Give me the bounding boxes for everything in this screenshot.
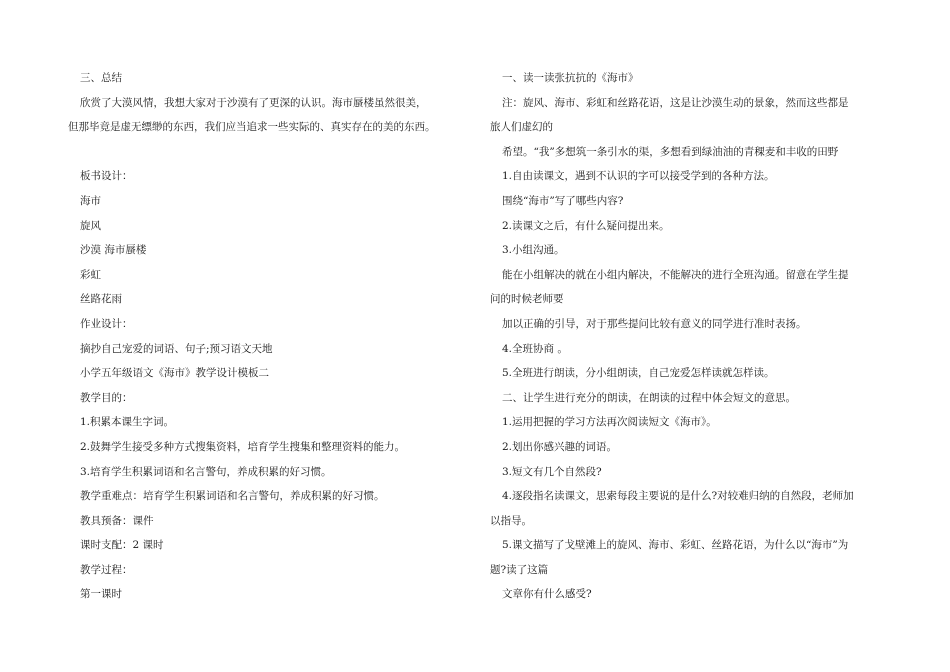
objective-item: 3.培育学生积累词语和名言警句，养成积累的好习惯。 bbox=[80, 465, 332, 478]
left-column bbox=[68, 66, 468, 607]
first-lesson-heading: 第一课时 bbox=[80, 588, 122, 601]
teaching-aids: 教具预备：课件 bbox=[80, 514, 154, 527]
board-item: 沙漠 海市蜃楼 bbox=[80, 244, 147, 257]
paragraph-line: 题?读了这篇 bbox=[490, 563, 549, 576]
step-item: 5.课文描写了戈壁滩上的旋风、海市、彩虹、丝路花语，为什么以“海市”为 bbox=[502, 539, 849, 552]
section-heading-read: 一、读一读张抗抗的《海市》 bbox=[502, 72, 639, 84]
paragraph-line: 文章你有什么感受? bbox=[502, 588, 592, 601]
class-hours: 课时支配：2 课时 bbox=[80, 539, 164, 552]
objective-item: 1.积累本课生字词。 bbox=[80, 416, 175, 429]
step-item: 1.运用把握的学习方法再次阅读短文《海市》。 bbox=[502, 416, 717, 429]
template-title: 小学五年级语文《海市》教学设计模板二 bbox=[80, 367, 269, 380]
paragraph-line: 希望。“我”多想筑一条引水的渠，多想看到绿油油的青稞麦和丰收的田野 bbox=[502, 145, 839, 158]
step-item: 3.小组沟通。 bbox=[502, 244, 565, 257]
paragraph-line: 旅人们虚幻的 bbox=[490, 121, 553, 134]
step-item: 4.逐段指名读课文，思索每段主要说的是什么?对较难归纳的自然段，老师加 bbox=[502, 490, 854, 503]
board-item: 彩虹 bbox=[80, 268, 101, 281]
board-design-heading: 板书设计： bbox=[80, 170, 133, 183]
step-item: 3.短文有几个自然段? bbox=[502, 465, 602, 478]
homework-heading: 作业设计： bbox=[80, 317, 133, 330]
key-points: 教学重难点：培育学生积累词语和名言警句，养成积累的好习惯。 bbox=[80, 490, 385, 503]
paragraph-line: 加以正确的引导，对于那些提问比较有意义的同学进行准时表扬。 bbox=[502, 317, 807, 330]
paragraph-line: 以指导。 bbox=[490, 514, 532, 527]
board-item: 旋风 bbox=[80, 219, 101, 232]
step-item: 4.全班协商 。 bbox=[502, 342, 568, 355]
board-item: 丝路花雨 bbox=[80, 293, 122, 306]
question-line: 围绕“海市”写了哪些内容? bbox=[502, 194, 624, 207]
objectives-heading: 教学目的： bbox=[80, 391, 133, 404]
paragraph-line: 欣赏了大漠风情，我想大家对于沙漠有了更深的认识。海市蜃楼虽然很美， bbox=[80, 96, 427, 109]
process-heading: 教学过程： bbox=[80, 563, 133, 576]
paragraph-line: 问的时候老师要 bbox=[490, 293, 564, 306]
paragraph-line: 但那毕竟是虚无缥缈的东西，我们应当追求一些实际的、真实存在的美的东西。 bbox=[68, 121, 436, 134]
board-item: 海市 bbox=[80, 194, 101, 207]
homework-text: 摘抄自己宠爱的词语、句子;预习语文天地 bbox=[80, 342, 273, 355]
section-heading-reading: 二、让学生进行充分的朗读，在朗读的过程中体会短文的意思。 bbox=[502, 391, 796, 404]
section-heading-summary: 三、总结 bbox=[80, 72, 122, 84]
paragraph-line: 能在小组解决的就在小组内解决，不能解决的进行全班沟通。留意在学生提 bbox=[502, 268, 849, 281]
objective-item: 2.鼓舞学生接受多种方式搜集资料，培育学生搜集和整理资料的能力。 bbox=[80, 440, 406, 453]
step-item: 2.读课文之后，有什么疑问提出来。 bbox=[502, 219, 670, 232]
step-item: 2.划出你感兴趣的词语。 bbox=[502, 440, 618, 453]
paragraph-line: 注：旋风、海市、彩虹和丝路花语，这是让沙漠生动的景象，然而这些都是 bbox=[502, 96, 849, 109]
step-item: 5.全班进行朗读，分小组朗读，自己宠爱怎样读就怎样读。 bbox=[502, 367, 775, 380]
right-column bbox=[490, 66, 885, 607]
blank-line bbox=[68, 140, 468, 165]
step-item: 1.自由读课文，遇到不认识的字可以接受学到的各种方法。 bbox=[502, 170, 775, 183]
